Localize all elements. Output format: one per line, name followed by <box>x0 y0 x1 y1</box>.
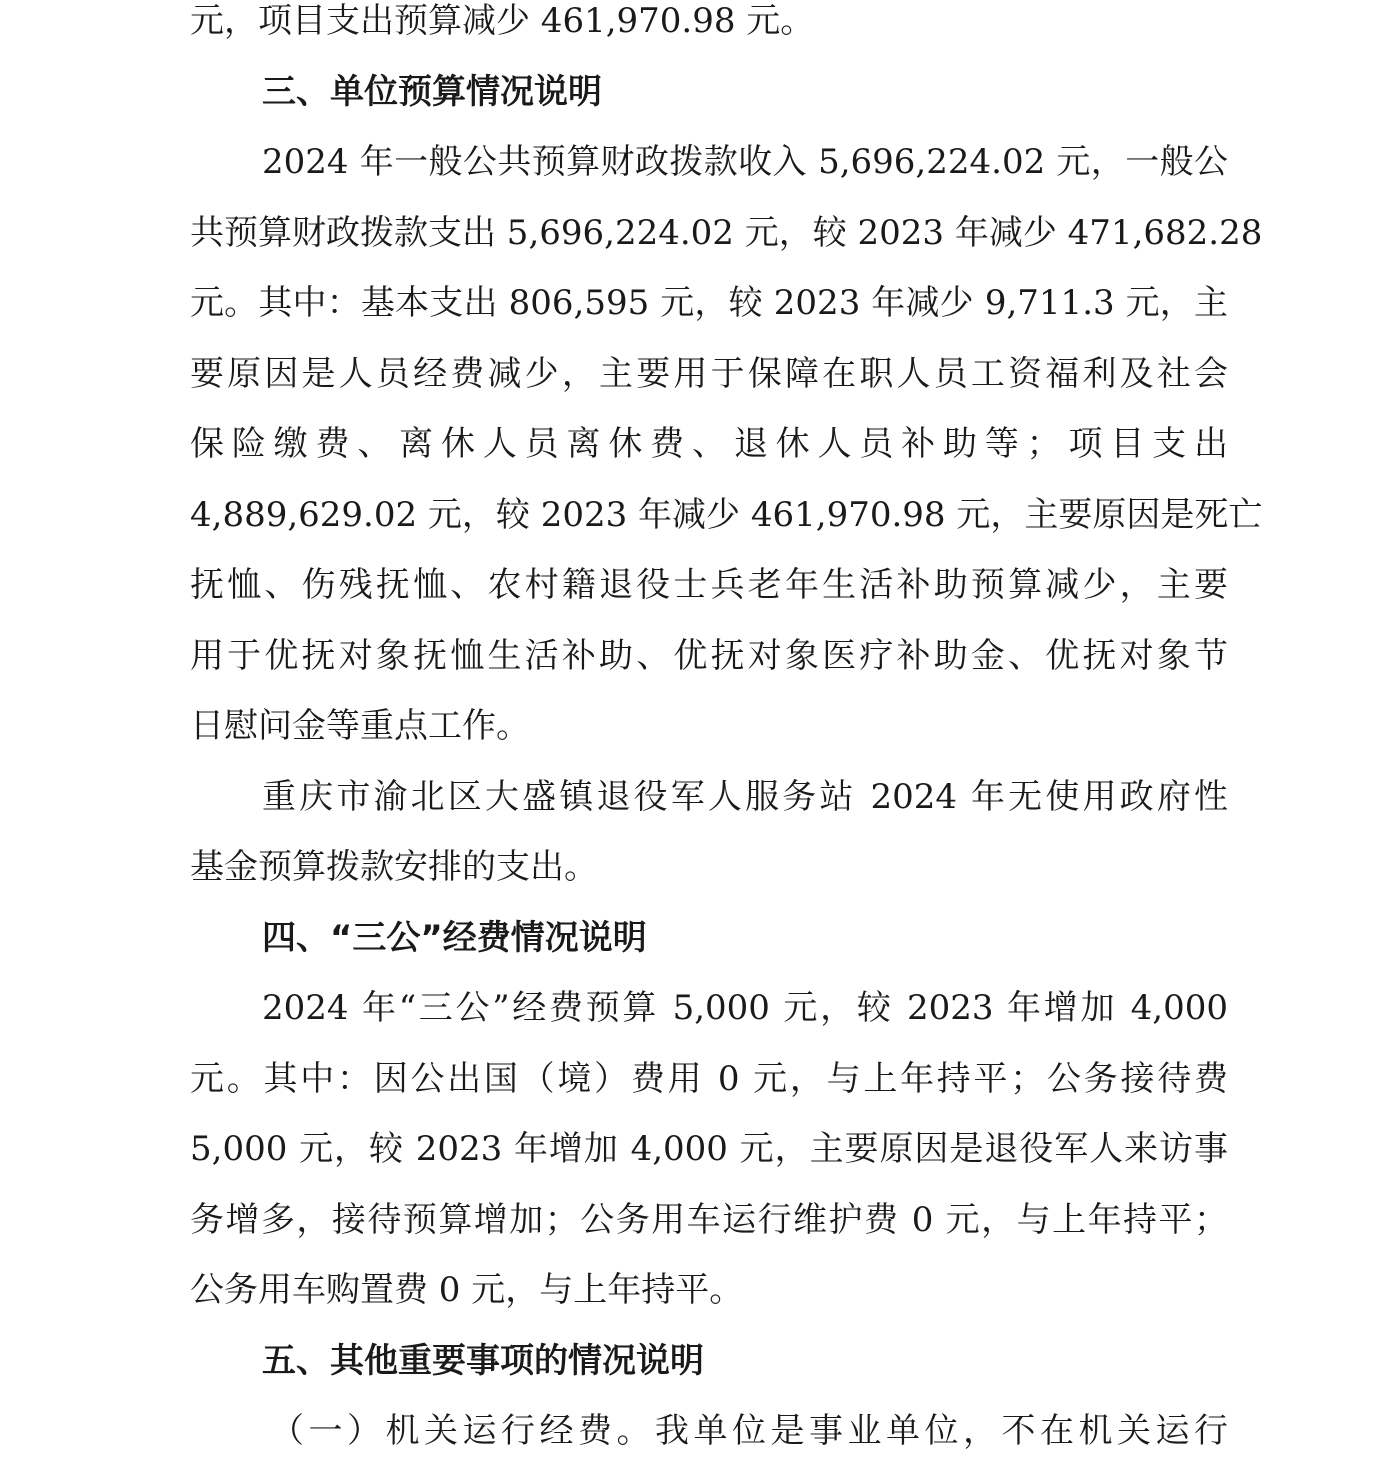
text-line-11: 基金预算拨款安排的支出。 <box>190 847 598 887</box>
section-heading-4: 四、“三公”经费情况说明 <box>262 917 647 958</box>
text-line-3: 元。其中：基本支出 806,595 元，较 2023 年减少 9,711.3 元，主 <box>190 283 1228 323</box>
text-line-16: 公务用车购置费 0 元，与上年持平。 <box>190 1270 744 1310</box>
text-line-0: 元，项目支出预算减少 461,970.98 元。 <box>190 1 815 41</box>
text-line-9: 日慰问金等重点工作。 <box>190 706 530 746</box>
text-line-12: 2024 年“三公”经费预算 5,000 元，较 2023 年增加 4,000 <box>262 988 1228 1028</box>
text-line-15: 务增多，接待预算增加；公务用车运行维护费 0 元，与上年持平； <box>190 1199 1228 1240</box>
text-line-17: （一）机关运行经费。我单位是事业单位，不在机关运行 <box>270 1411 1228 1451</box>
text-line-4: 要原因是人员经费减少，主要用于保障在职人员工资福利及社会 <box>190 353 1228 394</box>
text-line-10: 重庆市渝北区大盛镇退役军人服务站 2024 年无使用政府性 <box>262 776 1228 817</box>
text-line-6: 4,889,629.02 元，较 2023 年减少 461,970.98 元，主要原因是死亡 <box>190 494 1263 535</box>
text-line-1: 2024 年一般公共预算财政拨款收入 5,696,224.02 元，一般公 <box>262 142 1228 182</box>
text-line-14: 5,000 元，较 2023 年增加 4,000 元，主要原因是退役军人来访事 <box>190 1129 1228 1169</box>
text-line-2: 共预算财政拨款支出 5,696,224.02 元，较 2023 年减少 471,682.28 <box>190 212 1263 253</box>
text-line-8: 用于优抚对象抚恤生活补助、优抚对象医疗补助金、优抚对象节 <box>190 635 1228 676</box>
section-heading-3: 三、单位预算情况说明 <box>262 71 602 112</box>
text-line-13: 元。其中：因公出国（境）费用 0 元，与上年持平；公务接待费 <box>190 1058 1228 1099</box>
section-heading-5: 五、其他重要事项的情况说明 <box>262 1340 704 1381</box>
text-line-7: 抚恤、伤残抚恤、农村籍退役士兵老年生活补助预算减少，主要 <box>190 565 1228 605</box>
text-line-5: 保险缴费、离休人员离休费、退休人员补助等；项目支出 <box>190 424 1228 464</box>
document-page <box>190 0 1263 1467</box>
